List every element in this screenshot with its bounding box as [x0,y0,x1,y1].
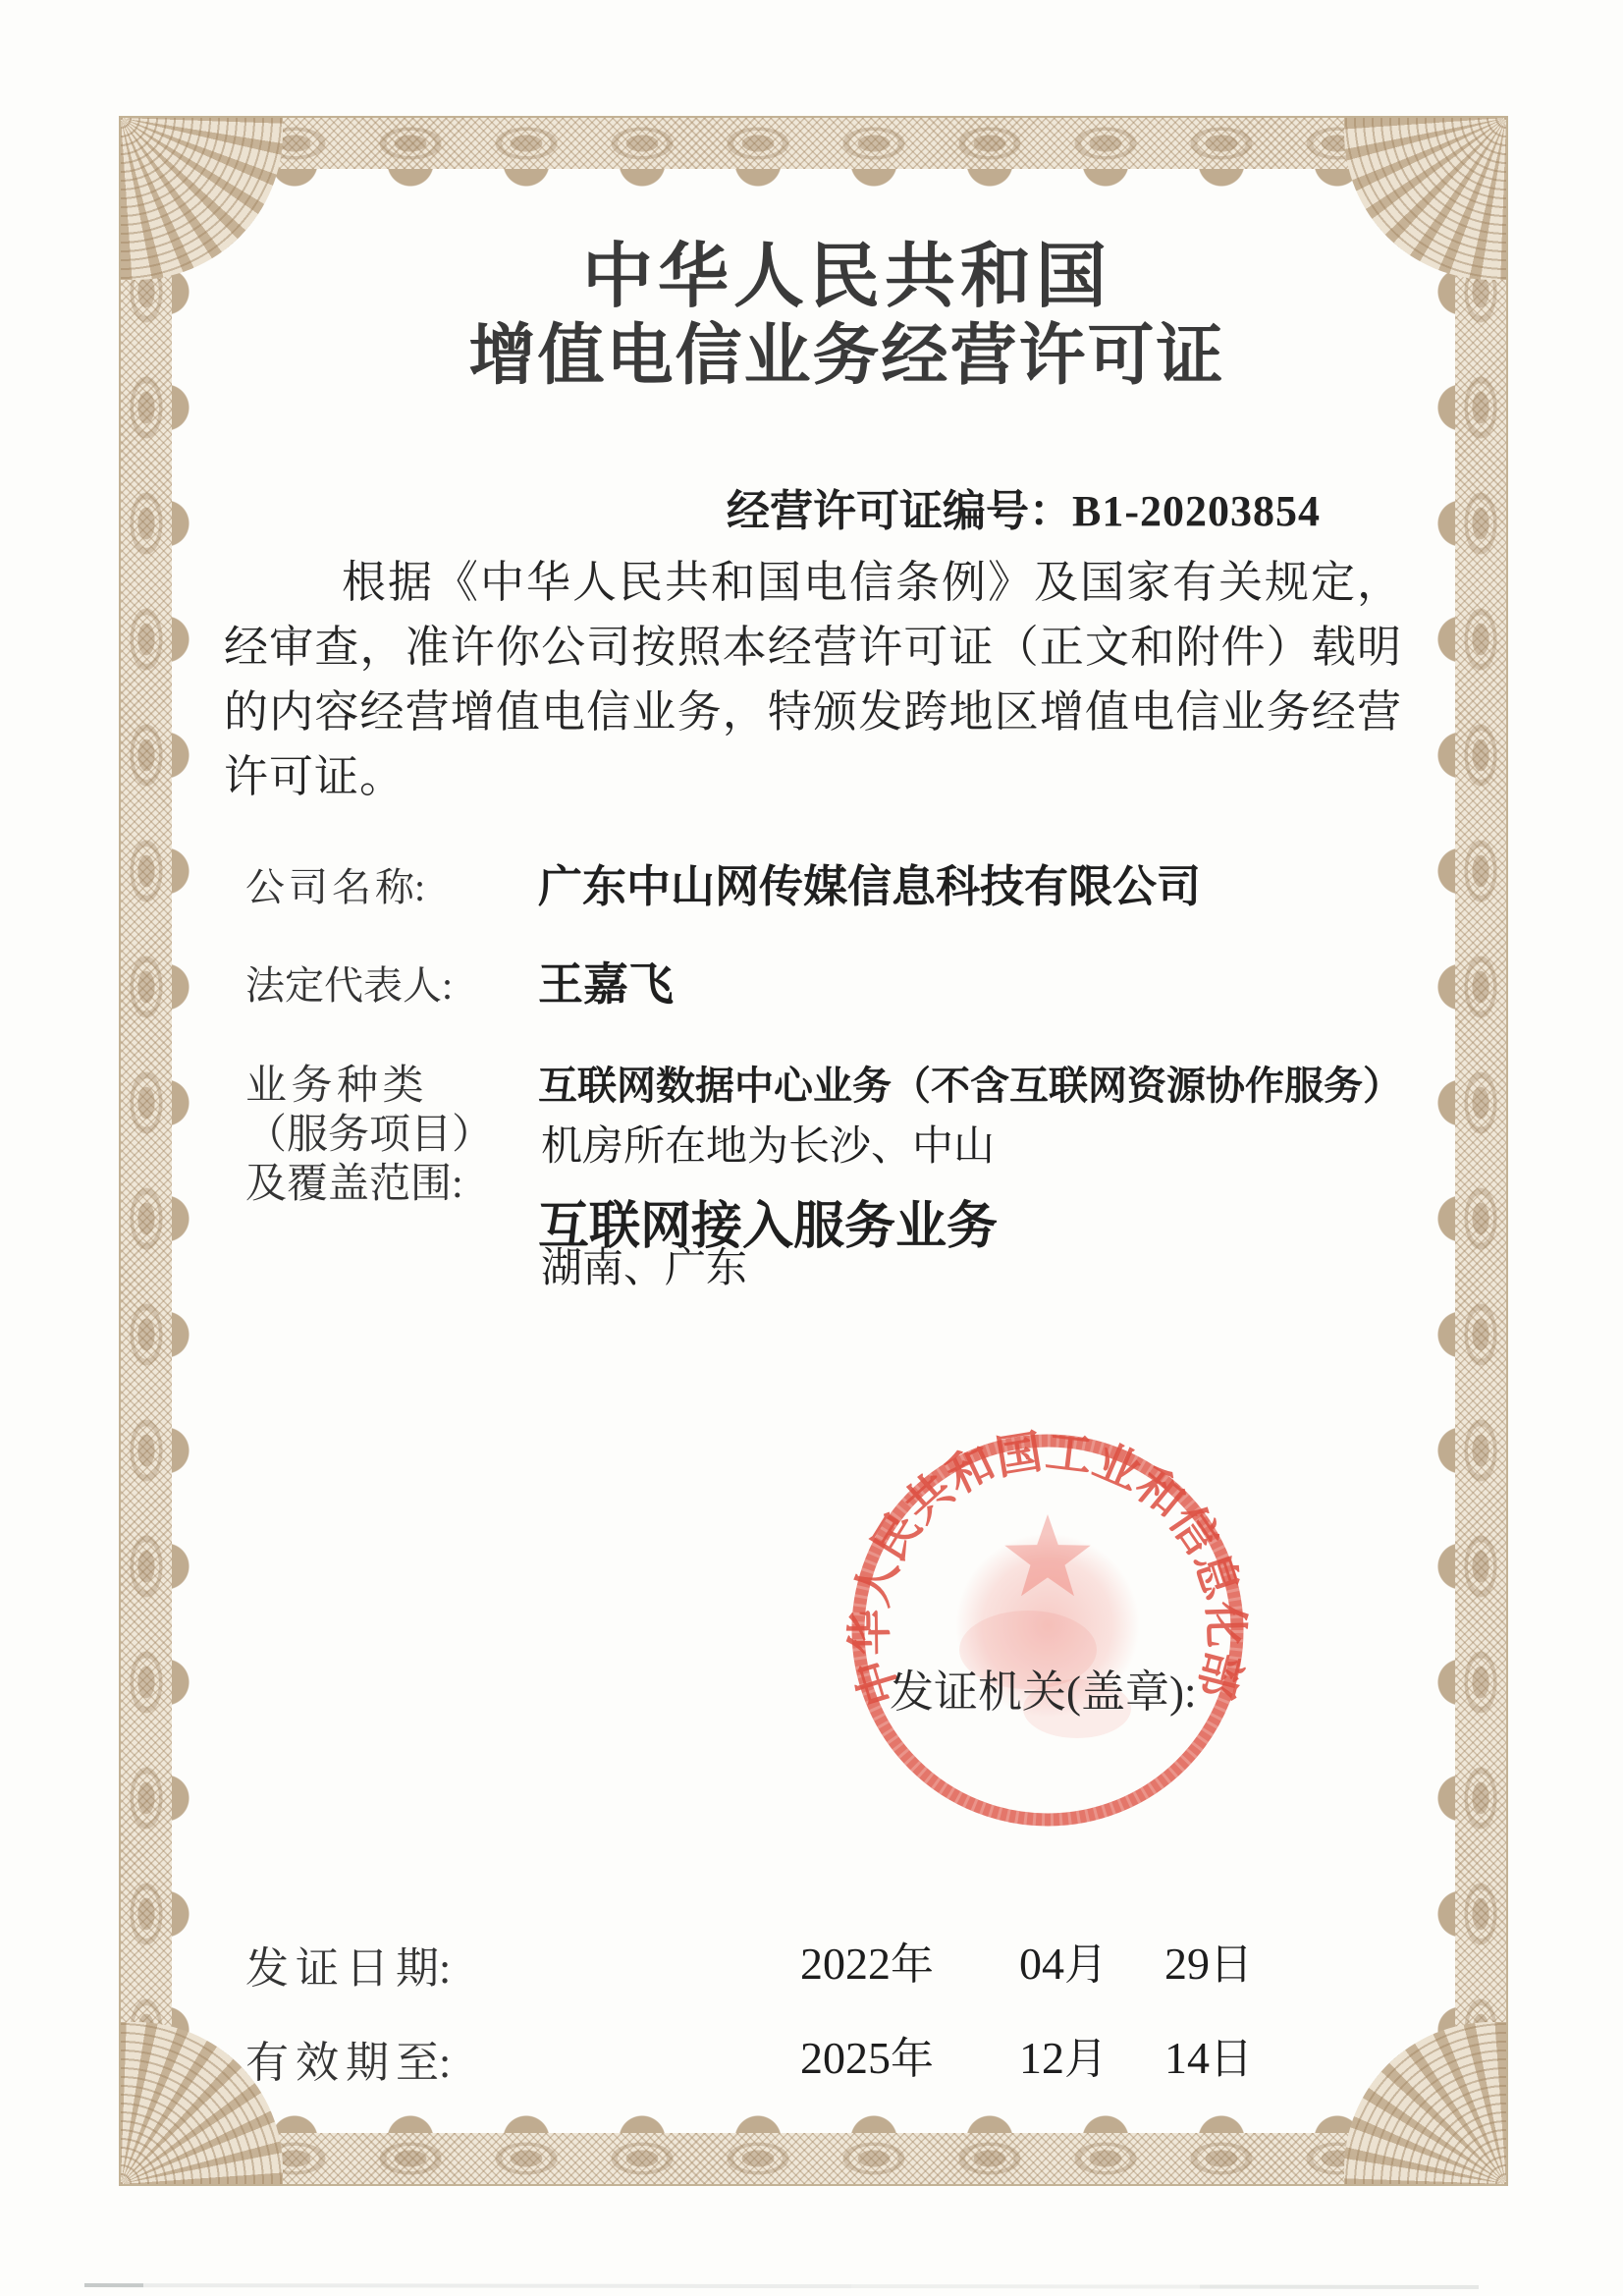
border-scallop-right [1430,118,1455,2184]
border-scallop-bottom [121,2107,1506,2133]
issue-date-month [1019,1929,1108,1992]
grant-paragraph: 根据《中华人民共和国电信条例》及国家有关规定，经审查，准许你公司按照本经营许可证（正文和附件）载明的内容经营增值电信业务，特颁发跨地区增值电信业务经营许可证。 [224,558,1402,801]
business-item-1-scope: 机房所在地为长沙、中山 [541,1124,996,1170]
scan-edge-artifact [84,2283,1479,2289]
valid-until-month [1019,2023,1108,2086]
month-unit: 月 [1064,2035,1108,2083]
company-name-label: 公 司 名 称: [245,865,426,909]
certificate-title [35,238,1623,395]
business-type-label-line3: 及覆盖范围: [245,1162,463,1207]
expiry-day-number: 14 [1164,2033,1210,2083]
business-item-1-name: 互联网数据中心业务（不含互联网资源协作服务） [538,1064,1402,1108]
legal-representative-value: 王嘉飞 [538,959,674,1010]
official-seal-stamp [832,1414,1264,1846]
year-unit: 年 [891,1941,934,1989]
expiry-year-number: 2025 [800,2033,891,2083]
legal-representative-label: 法定代表人: [245,963,454,1008]
border-scallop-left [172,118,197,2184]
title-license-name: 增值电信业务经营许可证 [468,318,1225,393]
issue-day-number: 29 [1164,1939,1210,1989]
day-unit: 日 [1210,2035,1253,2083]
issue-date-label: 发 证 日 期: [245,1944,452,1993]
year-unit: 年 [891,2035,934,2083]
seal-circular-text: 中华人民共和国工业和信息化部 [844,1426,1251,1712]
valid-until-label: 有 效 期 至: [245,2039,452,2087]
expiry-month-number: 12 [1019,2033,1064,2083]
valid-until-day [1164,2023,1253,2086]
business-item-2-scope: 湖南、广东 [541,1246,748,1291]
business-type-label-line2: （服务项目） [245,1113,494,1158]
issue-date-year [800,1929,934,1992]
border-band-right [1455,118,1506,2184]
valid-until-year [800,2023,934,2086]
license-number-label: 经营许可证编号： [727,487,1072,535]
border-band-left [121,118,172,2184]
issue-year-number: 2022 [800,1939,891,1989]
day-unit: 日 [1210,1941,1253,1989]
border-scallop-top [121,169,1506,194]
business-item-2-name: 互联网接入服务业务 [538,1199,999,1255]
title-country: 中华人民共和国 [581,238,1111,316]
issue-date-day [1164,1929,1253,1992]
month-unit: 月 [1064,1941,1108,1989]
border-band-top [121,118,1506,169]
border-band-bottom [121,2133,1506,2184]
license-number: B1-20203854 [1072,487,1321,535]
business-type-label-line1: 业 务 种 类 [245,1064,424,1109]
issue-month-number: 04 [1019,1939,1064,1989]
company-name-value: 广东中山网传媒信息科技有限公司 [538,862,1202,911]
issuing-authority-label: 发证机关(盖章): [890,1667,1197,1717]
license-number-row [727,475,1321,538]
